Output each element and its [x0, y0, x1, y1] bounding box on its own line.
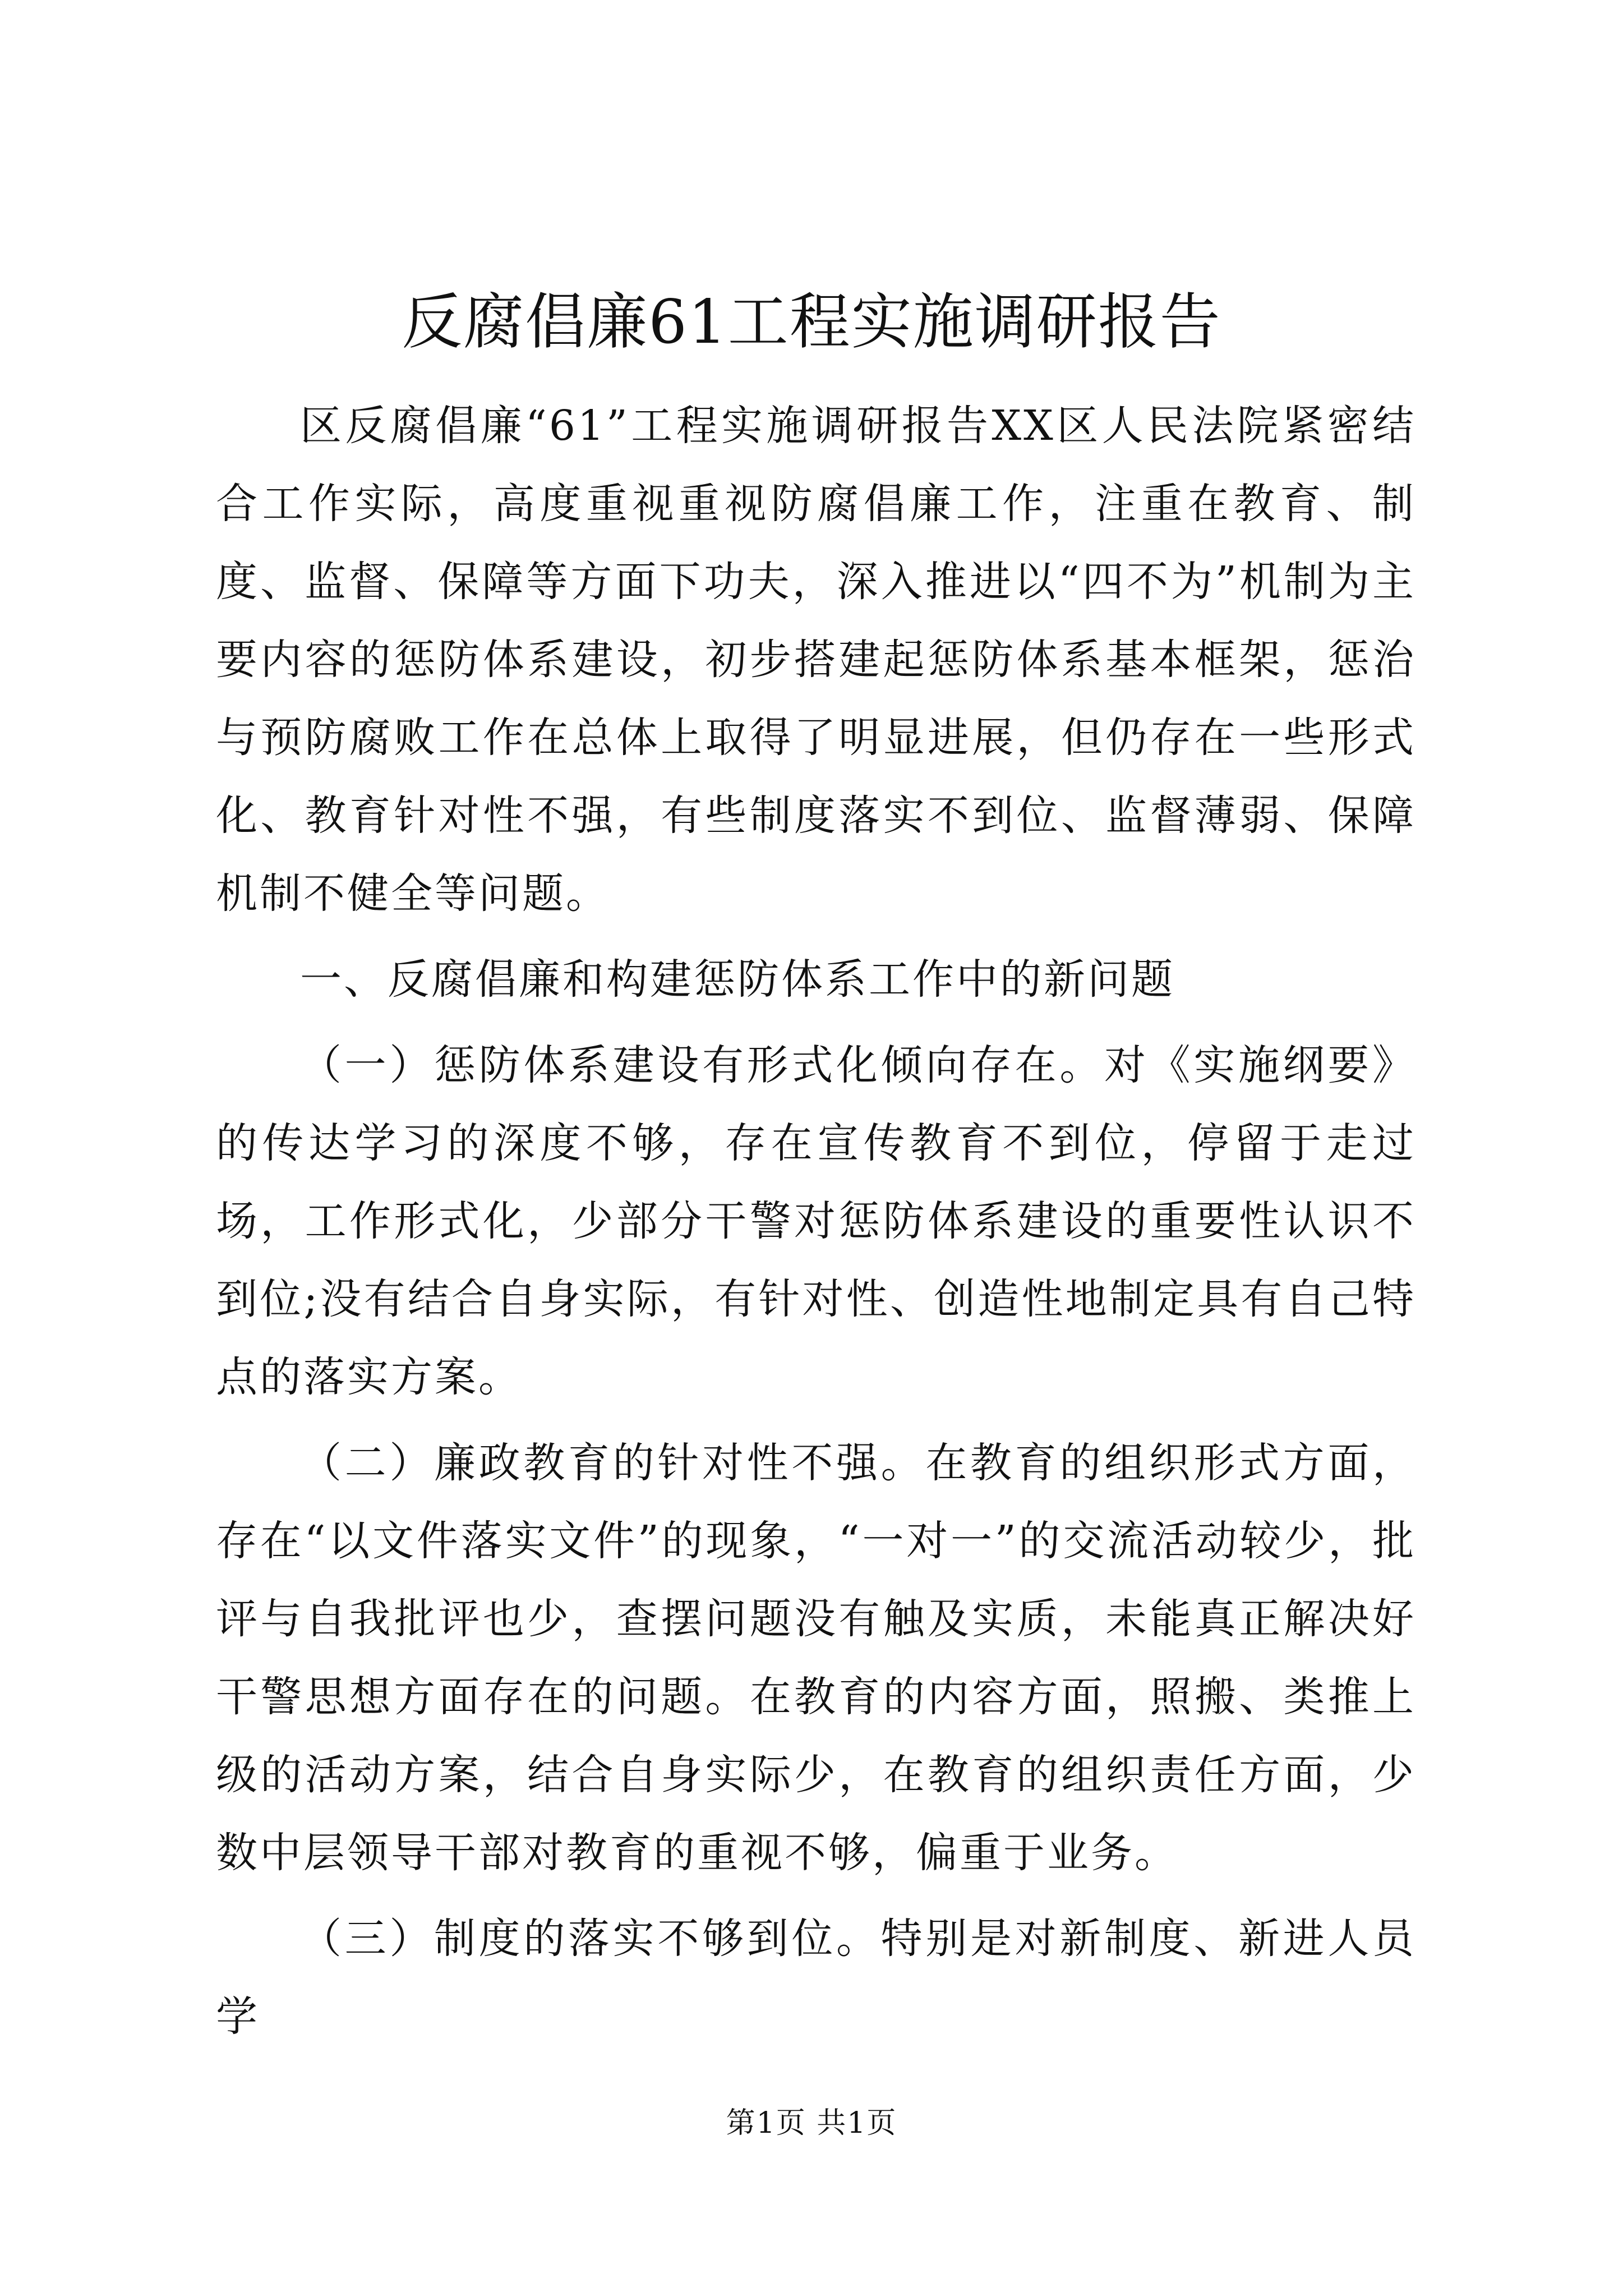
subsection-paragraph-3: （三）制度的落实不够到位。特别是对新制度、新进人员学 [216, 1915, 1416, 2041]
document-title: 反腐倡廉61工程实施调研报告 [402, 287, 1221, 357]
page-footer: 第1页 共1页 [726, 2106, 897, 2140]
subsection-paragraph-2: （二）廉政教育的针对性不强。在教育的组织形式方面，存在“以文件落实文件”的现象，“一对一”的交流活动较少，批评与自我批评也少，查摆问题没有触及实质，未能真正解决好干警思想方面存在的问题。在教育的内容方面，照搬、类推上级的活动方案，结合自身实际少，在教育的组织责任方面，少数中层领导干部对教育的重视不够，偏重于业务。 [216, 1439, 1416, 1877]
subsection-paragraph-1: （一）惩防体系建设有形式化倾向存在。对《实施纲要》的传达学习的深度不够，存在宣传教育不到位，停留于走过场，工作形式化，少部分干警对惩防体系建设的重要性认识不到位;没有结合自身实际，有针对性、创造性地制定具有自己特点的落实方案。 [216, 1041, 1416, 1401]
section-heading-1: 一、反腐倡廉和构建惩防体系工作中的新问题 [300, 955, 1175, 1004]
intro-paragraph: 区反腐倡廉“61”工程实施调研报告XX区人民法院紧密结合工作实际，高度重视重视防腐倡廉工作，注重在教育、制度、监督、保障等方面下功夫，深入推进以“四不为”机制为主要内容的惩防体系建设，初步搭建起惩防体系基本框架，惩治与预防腐败工作在总体上取得了明显进展，但仍存在一些形式化、教育针对性不强，有些制度落实不到位、监督薄弱、保障机制不健全等问题。 [216, 402, 1416, 918]
document-body [216, 387, 1416, 2056]
